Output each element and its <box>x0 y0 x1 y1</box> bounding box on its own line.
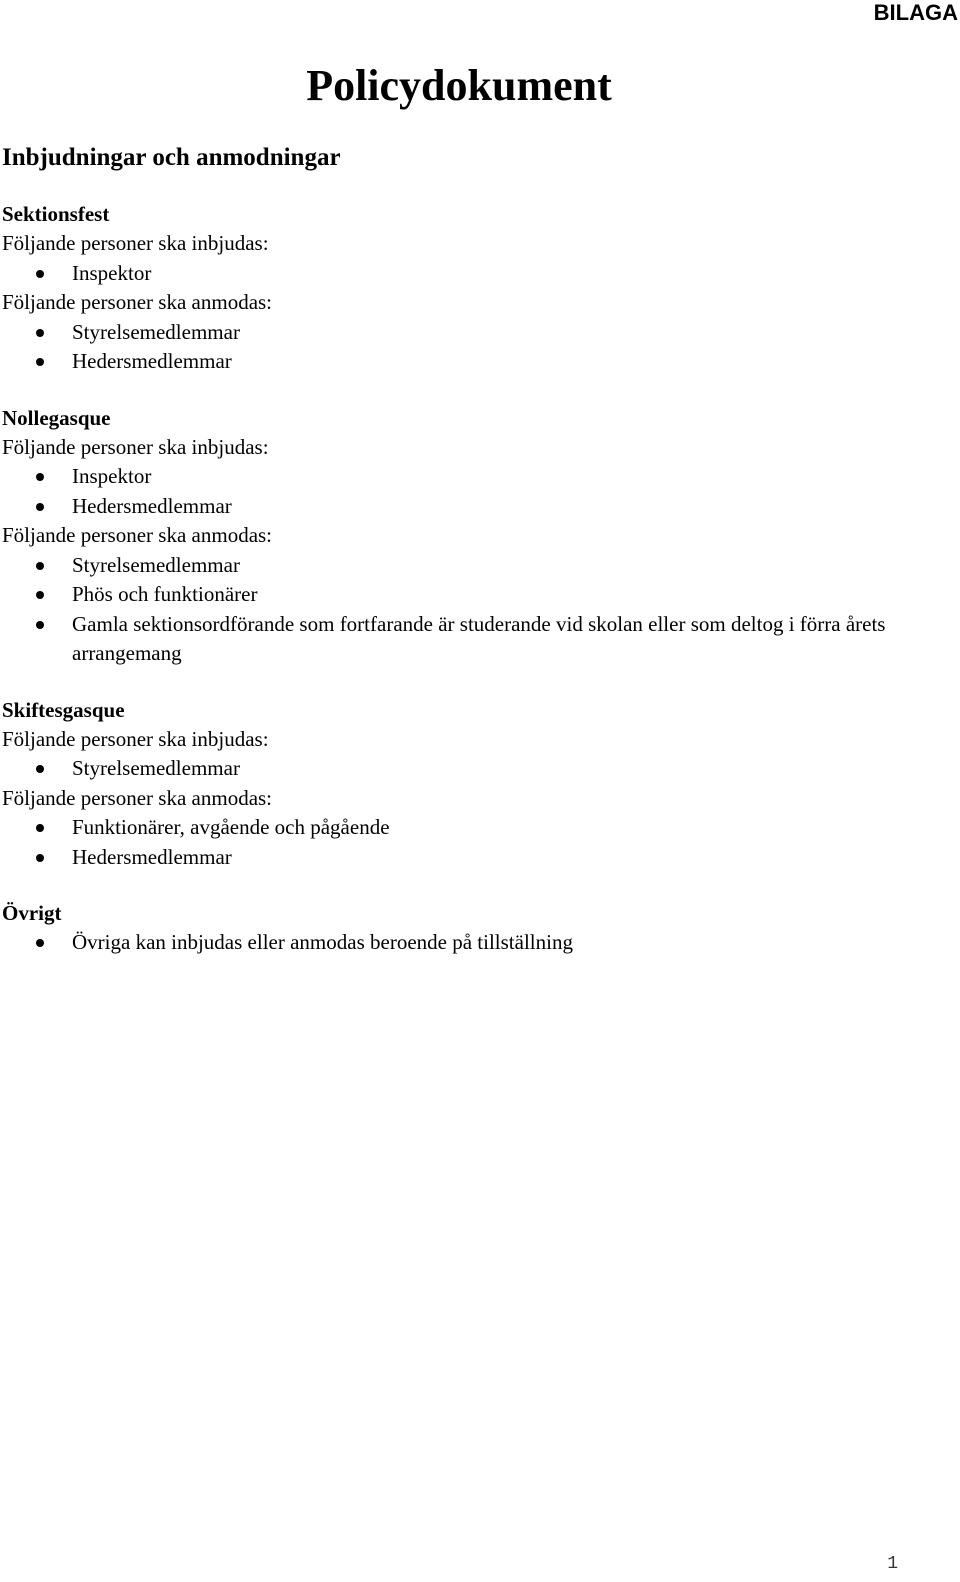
list-item <box>2 813 902 843</box>
list-item-text: Styrelsemedlemmar <box>72 552 240 577</box>
section <box>2 696 902 873</box>
bullet-icon <box>36 621 44 629</box>
bullet-list <box>2 259 902 289</box>
group-intro: Följande personer ska inbjudas: <box>2 434 269 459</box>
list-item-text: Inspektor <box>72 464 152 488</box>
list-item-text: Övriga kan inbjudas eller anmodas beroende på tillställning <box>72 930 573 954</box>
list-item <box>2 610 902 669</box>
group-intro: Följande personer ska anmodas: <box>2 785 273 810</box>
bullet-icon <box>36 329 44 337</box>
section-title: Övrigt <box>2 901 62 925</box>
section <box>2 899 902 958</box>
list-item <box>2 928 902 958</box>
list-item <box>2 754 902 784</box>
bullet-icon <box>36 939 44 947</box>
bullet-icon <box>36 765 44 773</box>
bullet-icon <box>36 824 44 832</box>
bullet-icon <box>36 503 44 511</box>
list-item-text: Inspektor <box>72 260 152 285</box>
bullet-icon <box>36 358 44 366</box>
section-title: Nollegasque <box>2 405 111 430</box>
list-item <box>2 580 902 610</box>
list-item-text: Styrelsemedlemmar <box>72 319 240 344</box>
list-item <box>2 259 902 289</box>
bullet-list <box>2 813 902 872</box>
bullet-list <box>2 551 902 669</box>
group-intro: Följande personer ska inbjudas: <box>2 231 269 255</box>
page-number: 1 <box>887 1554 898 1574</box>
list-item <box>2 347 902 377</box>
document-content <box>2 142 902 985</box>
list-item-text: Gamla sektionsordförande som fortfarande är studerande vid skolan eller som deltog i förra årets arrangemang <box>72 611 886 665</box>
group-intro: Följande personer ska anmodas: <box>2 523 273 547</box>
section <box>2 404 902 669</box>
bullet-icon <box>36 270 44 278</box>
bullet-list <box>2 754 902 784</box>
section <box>2 200 902 377</box>
list-item-text: Funktionärer, avgående och pågående <box>72 815 390 839</box>
document-title: Policydokument <box>306 61 612 110</box>
section-title: Skiftesgasque <box>2 697 125 722</box>
list-item-text: Hedersmedlemmar <box>72 493 232 518</box>
bullet-list <box>2 928 902 958</box>
main-heading: Inbjudningar och anmodningar <box>2 144 341 171</box>
group-intro: Följande personer ska anmodas: <box>2 290 273 314</box>
bullet-icon <box>36 854 44 862</box>
list-item <box>2 492 902 522</box>
sections-container <box>2 200 902 958</box>
bullet-list <box>2 462 902 521</box>
bullet-icon <box>36 562 44 570</box>
bullet-icon <box>36 591 44 599</box>
bullet-icon <box>36 473 44 481</box>
list-item <box>2 843 902 873</box>
list-item <box>2 462 902 492</box>
bullet-list <box>2 318 902 377</box>
list-item-text: Phös och funktionärer <box>72 582 258 606</box>
group-intro: Följande personer ska inbjudas: <box>2 726 269 751</box>
list-item-text: Hedersmedlemmar <box>72 349 232 373</box>
list-item-text: Hedersmedlemmar <box>72 844 232 869</box>
list-item <box>2 551 902 581</box>
section-title: Sektionsfest <box>2 202 110 226</box>
header-tag: BILAGA <box>873 0 958 25</box>
list-item-text: Styrelsemedlemmar <box>72 756 240 780</box>
list-item <box>2 318 902 348</box>
